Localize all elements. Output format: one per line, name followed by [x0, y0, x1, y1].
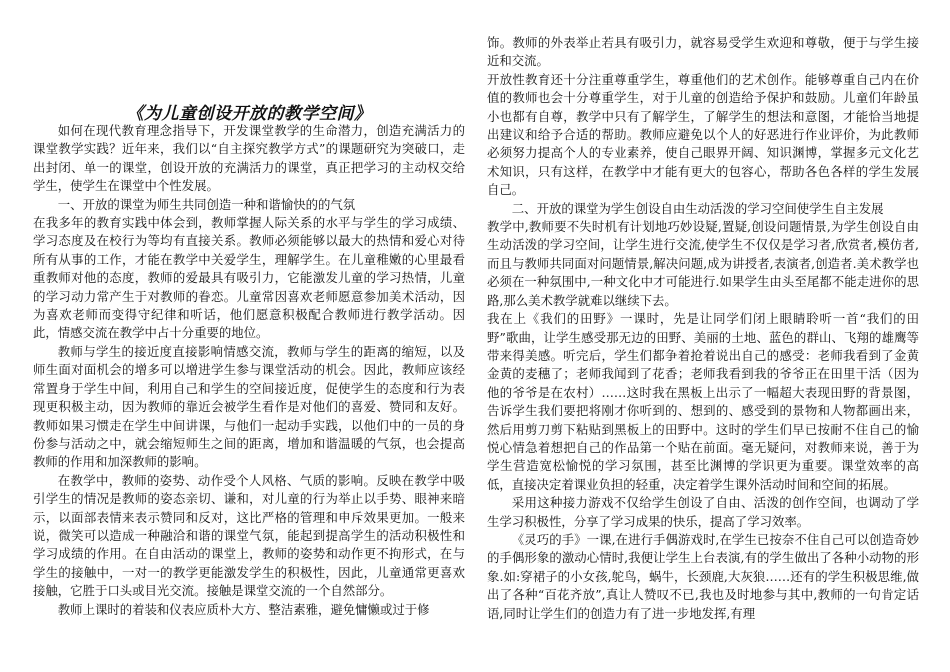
paragraph: 如何在现代教育理念指导下，开发课堂教学的生命潜力，创造充满活力的课堂教学实践？近年来，我们以“自主探究教学方式”的课题研究为突破口，走出封闭、单一的课堂，创设开放的充满活力的课堂，真正把学习的主动权交给学生，使学生在课堂中个性发展。: [33, 123, 465, 194]
document-title: 《为儿童创设开放的教学空间》: [126, 104, 372, 125]
paragraph: 采用这种接力游戏不仅给学生创设了自由、活泼的创作空间，也调动了学生学习积极性，分享了学习成果的快乐，提高了学习效率。: [487, 495, 919, 529]
section-heading: 一、开放的课堂为师生共同创造一种和谐愉快的的气氛: [57, 196, 356, 212]
paragraph: 教师上课时的着装和仪表应质朴大方、整洁素雅，避免慵懒或过于修: [57, 601, 430, 617]
paragraph: 我在上《我们的田野》一课时，先是让同学们闭上眼睛聆听一首“我们的田野”歌曲，让学生感受那无边的田野、美丽的土地、蓝色的群山、飞翔的雄鹰等带来得美感。听完后，学生们都争着抢着说出自己的感受：老师我看到了金黄金黄的麦穗了；老师我闻到了花香；老师我看到我的爷爷正在田里干活（因为他的爷爷是在农村）……这时我在黑板上出示了一幅超大表现田野的背景图，告诉学生我们要把将刚才你听到的、想到的、感受到的景物和人物都画出来，然后用剪刀剪下粘贴到黑板上的田野中。这时的学生们早已按耐不住自己的愉悦心情急着想把自己的作品第一个贴在前面。毫无疑问，对教师来说，善于为学生营造宽松愉悦的学习氛围，甚至比渊博的学识更为重要。课堂效率的高低，直接决定着课业负担的轻重，决定着学生课外活动时间和空间的拓展。: [487, 311, 919, 492]
paragraph: 教学中,教师要不失时机有计划地巧妙设疑,置疑,创设问题情景,为学生创设自由生动活泼的学习空间，让学生进行交流,使学生不仅仅是学习者,欣赏者,模仿者,而且与教师共同面对问题情景,解决问题,成为讲授者,表演者,创造者.美术教学也必须在一种氛围中,一种文化中才可能进行.如果学生由头至尾都不能走进你的思路,那么美术教学就难以继续下去。: [487, 219, 919, 308]
right-column: [487, 34, 919, 623]
section-heading: 二、开放的课堂为学生创设自由生动活泼的学习空间使学生自主发展: [511, 200, 884, 216]
paragraph: 教师与学生的接近度直接影响情感交流，教师与学生的距离的缩短，以及师生面对面机会的增多可以增进学生参与课堂活动的机会。因此，教师应该经常置身于学生中间，利用自己和学生的空间接近度，促使学生的态度和行为表现更积极主动，因为教师的靠近会被学生看作是对他们的喜爱、赞同和友好。教师如果习惯走在学生中间讲课，与他们一起动手实践，以他们中的一员的身份参与活动之中，就会缩短师生之间的距离，增加和谐温暖的气氛，也会提高教师的作用和加深教师的影响。: [33, 343, 465, 470]
left-column: [33, 122, 465, 619]
paragraph: 开放性教育还十分注重尊重学生，尊重他们的艺术创作。能够尊重自己内在价值的教师也会十分尊重学生，对于儿童的创造给予保护和鼓励。儿童们年龄虽小也都有自尊，教学中只有了解学生，了解学生的想法和意图，才能恰当地提出建议和给予合适的帮助。教师应避免以个人的好恶进行作业评价，为此教师必须努力提高个人的专业素养，使自己眼界开阔、知识渊博，掌握多元文化艺术知识，只有这样，在教学中才能有更大的包容心，帮助各色各样的学生发展自己。: [487, 71, 919, 198]
paragraph: 在教学中，教师的姿势、动作受个人风格、气质的影响。反映在教学中吸引学生的情况是教师的姿态亲切、谦和，对儿童的行为举止以手势、眼神来暗示，以面部表情来表示赞同和反对，这比严格的管理和申斥效果更加。一般来说，微笑可以造成一种融洽和谐的课堂气氛，能起到提高学生的活动积极性和学习成绩的作用。在自由活动的课堂上，教师的姿势和动作更不拘形式，在与学生的接触中，一对一的教学更能激发学生的积极性，因此，儿童通常更喜欢接触，它胜于口头或目光交流。接触是课堂交流的一个自然部分。: [33, 472, 465, 599]
paragraph: 《灵巧的手》一课,在进行手偶游戏时,在学生已按奈不住自己可以创造奇妙的手偶形象的激动心情时,我便让学生上台表演,有的学生做出了各种小动物的形象.如:穿裙子的小女孩,鸵鸟，蜗牛，长颈鹿,大灰狼……还有的学生积极思维,做出了各种“百花齐放”,真让人赞叹不已,我也及时地参与其中,教师的一句肯定话语,同时让学生们的创造力有了进一步地发挥,有理: [487, 531, 919, 621]
paragraph: 在我多年的教育实践中体会到，教师掌握人际关系的水平与学生的学习成绩、学习态度及在校行为等均有直接关系。教师必须能够以最大的热情和爱心对待所有从事的工作，才能在教学中关爱学生，理解学生。在儿童稚嫩的心里最看重教师对他的态度，教师的爱最具有吸引力，它能激发儿童的学习热情，儿童的学习动力常产生于对教师的眷恋。儿童常因喜欢老师愿意参加美术活动，因为喜欢老师而变得守纪律和听话，他们愿意积极配合教师进行教学活动。因此，情感交流在教学中占十分重要的地位。: [33, 215, 465, 341]
paragraph: 饰。教师的外表举止若具有吸引力，就容易受学生欢迎和尊敬，便于与学生接近和交流。: [487, 35, 919, 69]
